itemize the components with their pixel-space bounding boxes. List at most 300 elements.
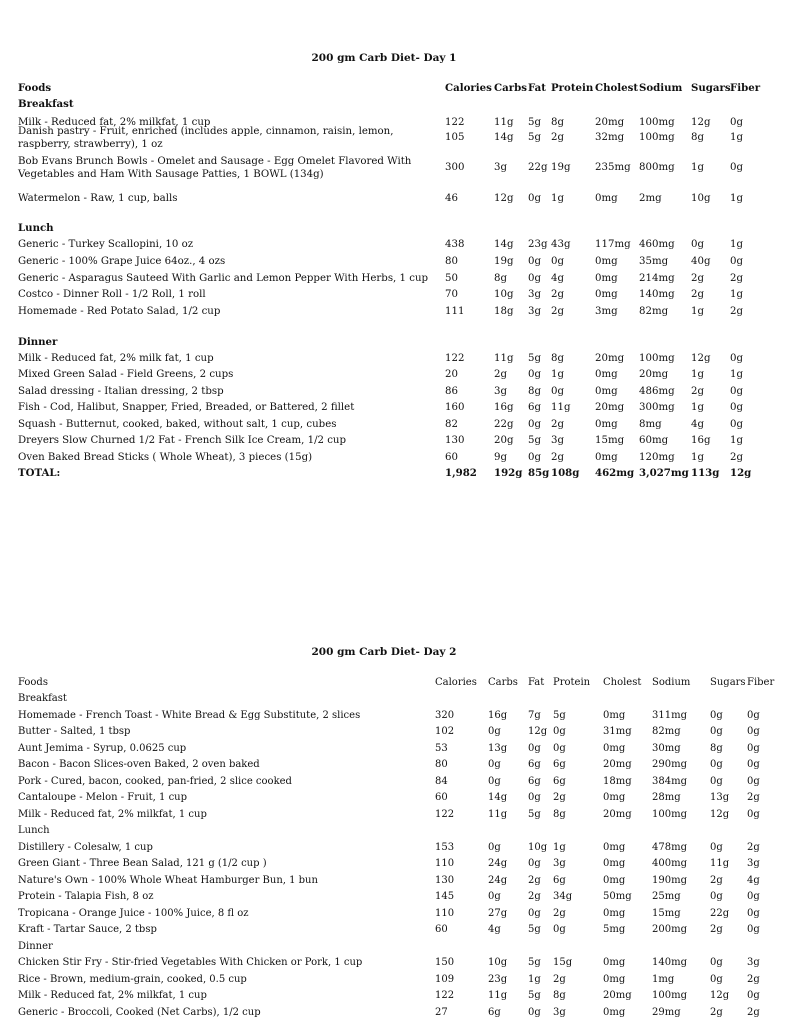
value-fat: 8g: [528, 386, 542, 397]
value-protein: 6g: [553, 776, 566, 787]
value-fiber: 0g: [747, 759, 760, 770]
value-carbs: 16g: [494, 402, 514, 413]
value-cholest: 0mg: [595, 386, 618, 397]
value-sodium: 486mg: [639, 386, 675, 397]
value-carbs: 2g: [494, 369, 508, 380]
value-fiber: 1g: [730, 289, 744, 300]
food-name: Salad dressing - Italian dressing, 2 tbsp: [18, 386, 224, 397]
value-carbs: 14g: [494, 132, 514, 143]
value-calories: 70: [445, 289, 458, 300]
value-fiber: 0g: [730, 117, 744, 128]
value-cholest: 0mg: [603, 1007, 626, 1018]
value-sugars: 1g: [691, 306, 705, 317]
food-name: Milk - Reduced fat, 2% milkfat, 1 cup: [18, 117, 211, 128]
value-fiber: 0g: [747, 908, 760, 919]
value-sugars: 0g: [710, 776, 723, 787]
food-name: Bacon - Bacon Slices-oven Baked, 2 oven baked: [18, 759, 260, 770]
value-sugars: 1g: [691, 452, 705, 463]
value-fiber: 2g: [730, 273, 744, 284]
value-fiber: 0g: [747, 990, 760, 1001]
value-calories: 145: [435, 891, 455, 902]
value-carbs: 24g: [488, 875, 508, 886]
value-fiber: 0g: [747, 743, 760, 754]
value-fat: 6g: [528, 402, 542, 413]
value-sodium: 30mg: [652, 743, 681, 754]
value-carbs: 4g: [488, 924, 501, 935]
food-name: Milk - Reduced fat, 2% milkfat, 1 cup: [18, 990, 207, 1001]
value-fiber: 0g: [730, 162, 744, 173]
value-calories: 80: [435, 759, 448, 770]
value-fiber: 0g: [747, 726, 760, 737]
value-carbs: 0g: [488, 759, 501, 770]
total-label: TOTAL:: [18, 467, 61, 479]
value-protein: 8g: [551, 117, 565, 128]
value-sugars: 1g: [691, 369, 705, 380]
total-calories: 1,982: [445, 467, 477, 479]
food-name: Nature's Own - 100% Whole Wheat Hamburger Bun, 1 bun: [18, 875, 318, 886]
value-cholest: 3mg: [595, 306, 618, 317]
value-sugars: 0g: [710, 759, 723, 770]
value-protein: 5g: [553, 710, 566, 721]
value-fiber: 3g: [747, 957, 760, 968]
value-protein: 2g: [553, 974, 566, 985]
value-cholest: 0mg: [595, 193, 618, 204]
header-fat: Fat: [528, 82, 546, 94]
value-carbs: 0g: [488, 726, 501, 737]
value-calories: 300: [445, 162, 465, 173]
value-calories: 130: [435, 875, 455, 886]
value-carbs: 27g: [488, 908, 508, 919]
value-sodium: 82mg: [652, 726, 681, 737]
value-sodium: 8mg: [639, 419, 662, 430]
value-calories: 86: [445, 386, 458, 397]
value-calories: 150: [435, 957, 455, 968]
value-calories: 122: [435, 990, 455, 1001]
value-fat: 0g: [528, 256, 542, 267]
header-protein: Protein: [553, 677, 591, 688]
food-name: Costco - Dinner Roll - 1/2 Roll, 1 roll: [18, 289, 206, 300]
value-protein: 0g: [551, 256, 565, 267]
value-fat: 3g: [528, 306, 542, 317]
header-fiber: Fiber: [747, 677, 775, 688]
total-protein: 108g: [551, 467, 580, 479]
total-cholest: 462mg: [595, 467, 635, 479]
value-fiber: 0g: [747, 891, 760, 902]
value-carbs: 0g: [488, 842, 501, 853]
value-protein: 8g: [553, 990, 566, 1001]
value-fat: 12g: [528, 726, 548, 737]
section-breakfast: Breakfast: [18, 98, 74, 110]
value-cholest: 20mg: [603, 759, 632, 770]
value-calories: 60: [445, 452, 458, 463]
value-carbs: 11g: [494, 117, 514, 128]
value-calories: 82: [445, 419, 458, 430]
value-protein: 3g: [553, 1007, 566, 1018]
value-sugars: 0g: [710, 726, 723, 737]
value-sugars: 1g: [691, 162, 705, 173]
header-calories: Calories: [445, 82, 492, 94]
value-carbs: 11g: [494, 353, 514, 364]
value-protein: 34g: [553, 891, 573, 902]
value-calories: 438: [445, 239, 465, 250]
section-lunch: Lunch: [18, 222, 54, 234]
value-calories: 53: [435, 743, 448, 754]
value-protein: 6g: [553, 875, 566, 886]
value-fat: 22g: [528, 162, 548, 173]
value-fiber: 2g: [747, 974, 760, 985]
value-sodium: 20mg: [639, 369, 669, 380]
food-name: Bob Evans Brunch Bowls - Omelet and Sausage - Egg Omelet Flavored With Vegetables and Ham With Sausage Patties, 1 BOWL (134g): [18, 156, 412, 180]
value-cholest: 18mg: [603, 776, 632, 787]
value-sugars: 2g: [691, 289, 705, 300]
value-sodium: 29mg: [652, 1007, 681, 1018]
value-protein: 3g: [551, 435, 565, 446]
value-fat: 5g: [528, 990, 541, 1001]
value-cholest: 0mg: [603, 710, 626, 721]
value-calories: 110: [435, 908, 455, 919]
value-cholest: 0mg: [603, 743, 626, 754]
value-sodium: 35mg: [639, 256, 669, 267]
value-protein: 11g: [551, 402, 571, 413]
value-fat: 0g: [528, 419, 542, 430]
value-protein: 1g: [553, 842, 566, 853]
value-cholest: 20mg: [595, 402, 625, 413]
food-name: Protein - Talapia Fish, 8 oz: [18, 891, 154, 902]
value-sugars: 12g: [691, 353, 711, 364]
food-name: Milk - Reduced fat, 2% milkfat, 1 cup: [18, 809, 207, 820]
value-carbs: 22g: [494, 419, 514, 430]
food-name: Homemade - French Toast - White Bread & Egg Substitute, 2 slices: [18, 710, 361, 721]
value-carbs: 8g: [494, 273, 508, 284]
value-calories: 122: [435, 809, 455, 820]
value-sodium: 214mg: [639, 273, 675, 284]
value-sugars: 2g: [691, 273, 705, 284]
value-protein: 2g: [551, 452, 565, 463]
value-sugars: 2g: [710, 924, 723, 935]
value-sugars: 40g: [691, 256, 711, 267]
value-fiber: 1g: [730, 132, 744, 143]
value-sodium: 478mg: [652, 842, 687, 853]
value-cholest: 0mg: [603, 974, 626, 985]
value-calories: 122: [445, 117, 465, 128]
value-cholest: 20mg: [595, 353, 625, 364]
value-carbs: 13g: [488, 743, 508, 754]
value-sugars: 0g: [710, 957, 723, 968]
value-sodium: 300mg: [639, 402, 675, 413]
value-sodium: 1mg: [652, 974, 675, 985]
value-carbs: 18g: [494, 306, 514, 317]
value-sodium: 82mg: [639, 306, 669, 317]
value-cholest: 0mg: [603, 908, 626, 919]
value-calories: 50: [445, 273, 458, 284]
value-fiber: 0g: [747, 776, 760, 787]
value-protein: 1g: [551, 193, 565, 204]
value-cholest: 50mg: [603, 891, 632, 902]
value-fat: 2g: [528, 875, 541, 886]
value-fiber: 1g: [730, 435, 744, 446]
value-fat: 0g: [528, 743, 541, 754]
value-fat: 10g: [528, 842, 548, 853]
section-breakfast: Breakfast: [18, 693, 67, 704]
header-foods: Foods: [18, 82, 52, 94]
value-carbs: 23g: [488, 974, 508, 985]
food-name: Squash - Butternut, cooked, baked, without salt, 1 cup, cubes: [18, 419, 337, 430]
value-sugars: 12g: [710, 809, 730, 820]
value-sugars: 2g: [691, 386, 705, 397]
value-carbs: 0g: [488, 776, 501, 787]
food-name: Pork - Cured, bacon, cooked, pan-fried, 2 slice cooked: [18, 776, 292, 787]
value-carbs: 10g: [488, 957, 508, 968]
header-sugars: Sugars: [691, 82, 731, 94]
value-cholest: 0mg: [595, 452, 618, 463]
value-fiber: 0g: [730, 353, 744, 364]
value-sugars: 16g: [691, 435, 711, 446]
value-sugars: 8g: [710, 743, 723, 754]
value-calories: 105: [445, 132, 465, 143]
value-fat: 5g: [528, 132, 542, 143]
header-calories: Calories: [435, 677, 477, 688]
value-cholest: 31mg: [603, 726, 632, 737]
value-sugars: 10g: [691, 193, 711, 204]
value-cholest: 0mg: [595, 256, 618, 267]
value-carbs: 11g: [488, 809, 508, 820]
food-name: Green Giant - Three Bean Salad, 121 g (1/2 cup ): [18, 858, 267, 869]
value-fiber: 2g: [747, 842, 760, 853]
value-calories: 153: [435, 842, 455, 853]
value-fat: 0g: [528, 908, 541, 919]
value-sodium: 460mg: [639, 239, 675, 250]
value-sodium: 100mg: [639, 132, 675, 143]
header-carbs: Carbs: [494, 82, 527, 94]
food-name: Watermelon - Raw, 1 cup, balls: [18, 193, 178, 204]
value-sodium: 120mg: [639, 452, 675, 463]
value-sugars: 2g: [710, 1007, 723, 1018]
value-sugars: 0g: [710, 974, 723, 985]
value-sodium: 800mg: [639, 162, 675, 173]
value-calories: 122: [445, 353, 465, 364]
food-name: Oven Baked Bread Sticks ( Whole Wheat), 3 pieces (15g): [18, 452, 313, 463]
value-carbs: 6g: [488, 1007, 501, 1018]
value-sodium: 25mg: [652, 891, 681, 902]
value-carbs: 3g: [494, 162, 508, 173]
value-protein: 2g: [553, 792, 566, 803]
value-calories: 109: [435, 974, 455, 985]
header-foods: Foods: [18, 677, 48, 688]
value-protein: 6g: [553, 759, 566, 770]
header-cholest: Cholest: [603, 677, 642, 688]
value-sodium: 100mg: [639, 117, 675, 128]
value-fat: 7g: [528, 710, 541, 721]
value-carbs: 24g: [488, 858, 508, 869]
header-sodium: Sodium: [652, 677, 691, 688]
value-sodium: 400mg: [652, 858, 687, 869]
value-carbs: 16g: [488, 710, 508, 721]
value-carbs: 11g: [488, 990, 508, 1001]
food-name: Aunt Jemima - Syrup, 0.0625 cup: [18, 743, 187, 754]
value-carbs: 12g: [494, 193, 514, 204]
value-sugars: 13g: [710, 792, 730, 803]
food-name: Milk - Reduced fat, 2% milk fat, 1 cup: [18, 353, 214, 364]
value-cholest: 0mg: [595, 369, 618, 380]
value-carbs: 3g: [494, 386, 508, 397]
food-name: Danish pastry - Fruit, enriched (includes apple, cinnamon, raisin, lemon, raspberry, strawberry), 1 oz: [18, 126, 394, 150]
value-sodium: 290mg: [652, 759, 687, 770]
value-sugars: 11g: [710, 858, 730, 869]
value-sodium: 28mg: [652, 792, 681, 803]
value-calories: 60: [435, 792, 448, 803]
value-protein: 2g: [551, 306, 565, 317]
value-fiber: 0g: [730, 256, 744, 267]
value-fat: 0g: [528, 792, 541, 803]
value-fat: 5g: [528, 809, 541, 820]
value-fat: 0g: [528, 1007, 541, 1018]
section-dinner: Dinner: [18, 336, 58, 348]
value-protein: 8g: [553, 809, 566, 820]
value-fat: 5g: [528, 353, 542, 364]
value-sodium: 60mg: [639, 435, 669, 446]
day1-title: 200 gm Carb Diet- Day 1: [311, 52, 457, 64]
header-protein: Protein: [551, 82, 594, 94]
value-protein: 43g: [551, 239, 571, 250]
value-carbs: 20g: [494, 435, 514, 446]
value-sodium: 2mg: [639, 193, 662, 204]
value-protein: 19g: [551, 162, 571, 173]
value-fiber: 2g: [730, 306, 744, 317]
value-calories: 46: [445, 193, 458, 204]
value-fiber: 2g: [730, 452, 744, 463]
value-sugars: 2g: [710, 875, 723, 886]
value-calories: 84: [435, 776, 448, 787]
value-sodium: 311mg: [652, 710, 687, 721]
day2-title: 200 gm Carb Diet- Day 2: [311, 646, 457, 658]
value-cholest: 0mg: [595, 273, 618, 284]
value-sugars: 0g: [710, 891, 723, 902]
value-carbs: 0g: [488, 891, 501, 902]
value-protein: 0g: [551, 386, 565, 397]
value-sodium: 140mg: [639, 289, 675, 300]
value-protein: 2g: [553, 908, 566, 919]
value-protein: 2g: [551, 289, 565, 300]
total-sodium: 3,027mg: [639, 467, 689, 479]
food-name: Homemade - Red Potato Salad, 1/2 cup: [18, 306, 221, 317]
value-fat: 5g: [528, 924, 541, 935]
value-fat: 23g: [528, 239, 548, 250]
value-fat: 0g: [528, 858, 541, 869]
food-name: Distillery - Colesalw, 1 cup: [18, 842, 153, 853]
value-carbs: 14g: [494, 239, 514, 250]
total-sugars: 113g: [691, 467, 720, 479]
value-protein: 2g: [551, 132, 565, 143]
value-carbs: 14g: [488, 792, 508, 803]
value-cholest: 20mg: [603, 990, 632, 1001]
value-fiber: 1g: [730, 239, 744, 250]
value-fiber: 2g: [747, 1007, 760, 1018]
value-protein: 1g: [551, 369, 565, 380]
value-sodium: 200mg: [652, 924, 687, 935]
header-cholest: Cholest: [595, 82, 639, 94]
food-name: Generic - Broccoli, Cooked (Net Carbs), 1/2 cup: [18, 1007, 261, 1018]
value-calories: 110: [435, 858, 455, 869]
value-fiber: 0g: [730, 386, 744, 397]
value-sodium: 384mg: [652, 776, 687, 787]
value-fiber: 0g: [730, 419, 744, 430]
value-cholest: 235mg: [595, 162, 631, 173]
value-protein: 8g: [551, 353, 565, 364]
value-fat: 0g: [528, 452, 542, 463]
food-name: Mixed Green Salad - Field Greens, 2 cups: [18, 369, 234, 380]
value-cholest: 5mg: [603, 924, 626, 935]
food-name: Fish - Cod, Halibut, Snapper, Fried, Breaded, or Battered, 2 fillet: [18, 402, 355, 413]
food-name: Dreyers Slow Churned 1/2 Fat - French Silk Ice Cream, 1/2 cup: [18, 435, 347, 446]
food-name: Cantaloupe - Melon - Fruit, 1 cup: [18, 792, 188, 803]
value-cholest: 0mg: [603, 957, 626, 968]
value-sugars: 12g: [691, 117, 711, 128]
header-carbs: Carbs: [488, 677, 518, 688]
value-sugars: 0g: [691, 239, 705, 250]
value-fiber: 1g: [730, 369, 744, 380]
value-sugars: 0g: [710, 842, 723, 853]
value-fat: 0g: [528, 369, 542, 380]
value-fiber: 0g: [747, 710, 760, 721]
food-name: Generic - Asparagus Sauteed With Garlic and Lemon Pepper With Herbs, 1 cup: [18, 273, 429, 284]
value-cholest: 32mg: [595, 132, 625, 143]
value-sodium: 15mg: [652, 908, 681, 919]
value-fiber: 3g: [747, 858, 760, 869]
value-protein: 3g: [553, 858, 566, 869]
value-fat: 0g: [528, 273, 542, 284]
value-sugars: 12g: [710, 990, 730, 1001]
value-protein: 0g: [553, 924, 566, 935]
value-cholest: 0mg: [603, 842, 626, 853]
header-fat: Fat: [528, 677, 545, 688]
value-protein: 0g: [553, 726, 566, 737]
value-cholest: 0mg: [603, 858, 626, 869]
value-fat: 1g: [528, 974, 541, 985]
total-fiber: 12g: [730, 467, 752, 479]
food-name: Rice - Brown, medium-grain, cooked, 0.5 cup: [18, 974, 247, 985]
value-fiber: 1g: [730, 193, 744, 204]
value-carbs: 10g: [494, 289, 514, 300]
value-sugars: 4g: [691, 419, 705, 430]
food-name: Tropicana - Orange Juice - 100% Juice, 8 fl oz: [18, 908, 249, 919]
value-fat: 3g: [528, 289, 542, 300]
value-calories: 60: [435, 924, 448, 935]
value-calories: 20: [445, 369, 458, 380]
value-sodium: 100mg: [639, 353, 675, 364]
value-fat: 2g: [528, 891, 541, 902]
value-carbs: 19g: [494, 256, 514, 267]
section-dinner: Dinner: [18, 941, 53, 952]
value-cholest: 20mg: [595, 117, 625, 128]
value-calories: 80: [445, 256, 458, 267]
header-sugars: Sugars: [710, 677, 746, 688]
value-calories: 320: [435, 710, 455, 721]
food-name: Generic - 100% Grape Juice 64oz., 4 ozs: [18, 256, 226, 267]
value-protein: 4g: [551, 273, 565, 284]
value-sodium: 190mg: [652, 875, 687, 886]
value-sugars: 8g: [691, 132, 705, 143]
value-cholest: 0mg: [595, 289, 618, 300]
food-name: Generic - Turkey Scallopini, 10 oz: [18, 239, 194, 250]
value-cholest: 0mg: [603, 792, 626, 803]
food-name: Kraft - Tartar Sauce, 2 tbsp: [18, 924, 157, 935]
value-sugars: 22g: [710, 908, 730, 919]
total-fat: 85g: [528, 467, 550, 479]
value-sodium: 100mg: [652, 990, 687, 1001]
value-calories: 111: [445, 306, 465, 317]
value-fat: 6g: [528, 776, 541, 787]
value-fiber: 0g: [730, 402, 744, 413]
